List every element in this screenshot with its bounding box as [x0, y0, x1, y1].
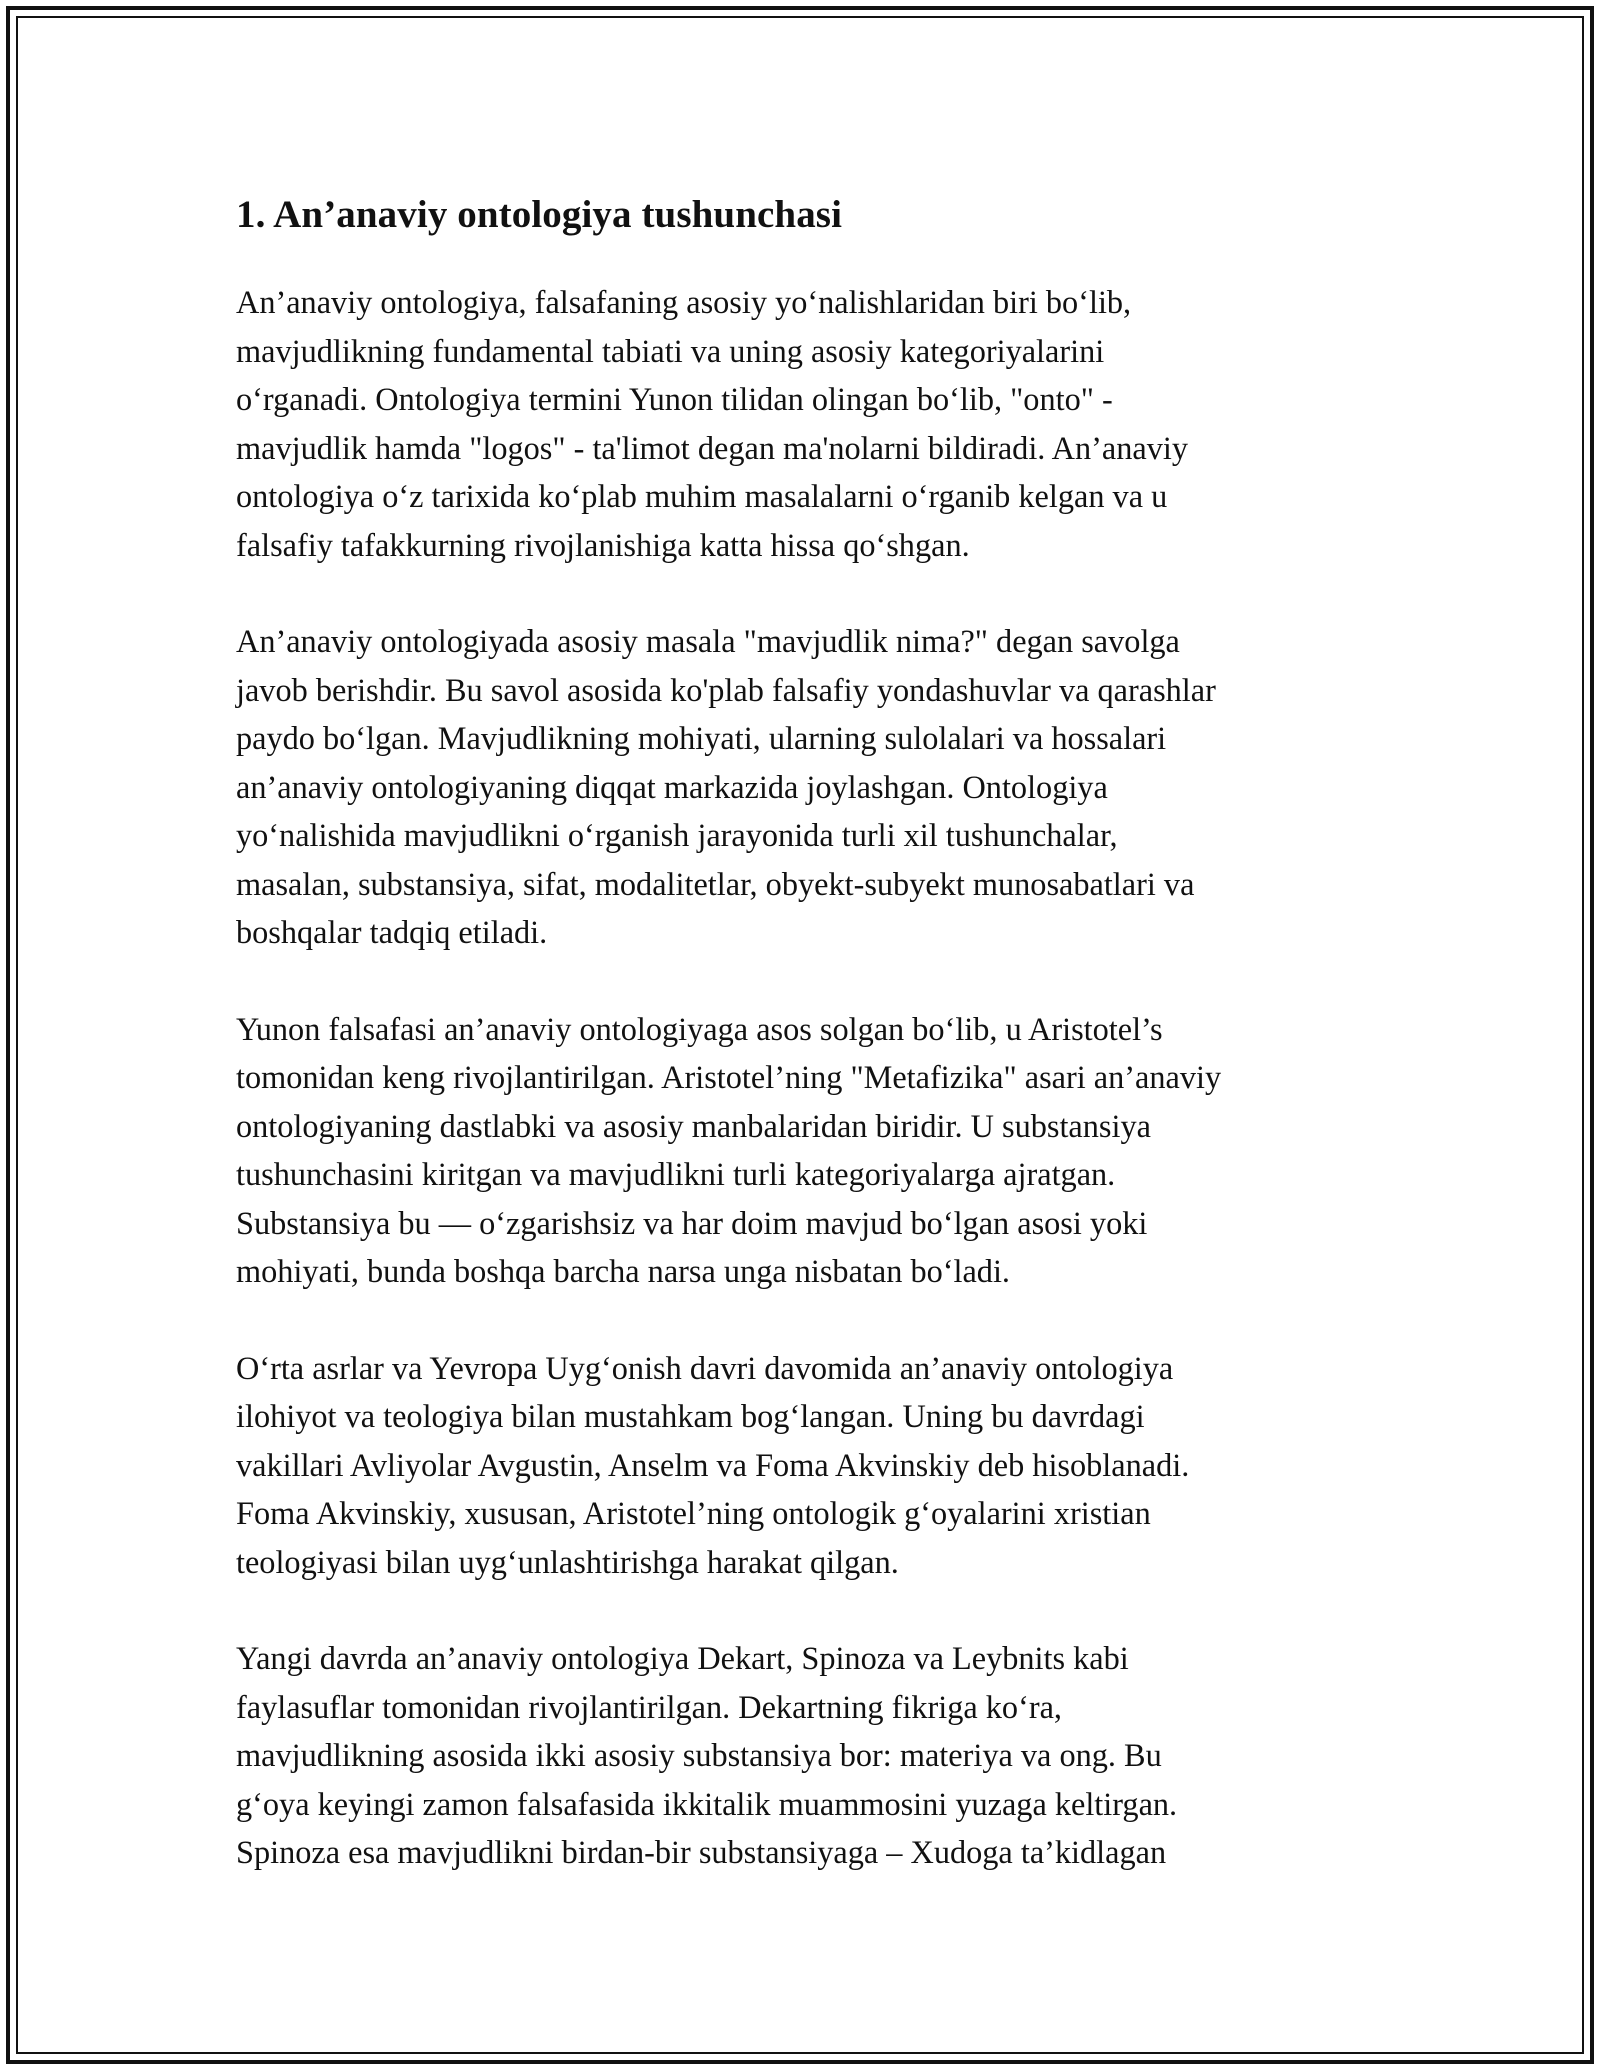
section-heading: 1. An’anaviy ontologiya tushunchasi — [236, 193, 843, 236]
paragraph-5 — [236, 1634, 1366, 1877]
paragraph-line: yo‘nalishida mavjudlikni o‘rganish jarayonida turli xil tushunchalar, — [236, 817, 1118, 853]
paragraph-line: Foma Akvinskiy, xususan, Aristotel’ning ontologik g‘oyalarini xristian — [236, 1495, 1151, 1531]
paragraph-line: boshqalar tadqiq etiladi. — [236, 914, 548, 950]
paragraph-line: vakillari Avliyolar Avgustin, Anselm va Foma Akvinskiy deb hisoblanadi. — [236, 1446, 1190, 1483]
paragraph-line: masalan, substansiya, sifat, modalitetlar, obyekt-subyekt munosabatlari va — [236, 865, 1195, 902]
paragraph-line: ontologiyaning dastlabki va asosiy manbalaridan biridir. U substansiya — [236, 1107, 1151, 1144]
paragraph-line: an’anaviy ontologiyaning diqqat markazida joylashgan. Ontologiya — [236, 768, 1108, 805]
paragraph-line: Yunon falsafasi an’anaviy ontologiyaga asos solgan bo‘lib, u Aristotel’s — [236, 1010, 1163, 1047]
paragraph-line: o‘rganadi. Ontologiya termini Yunon tilidan olingan bo‘lib, "onto" - — [236, 381, 1113, 417]
paragraph-line: faylasuflar tomonidan rivojlantirilgan. Dekartning fikriga ko‘ra, — [236, 1688, 1062, 1725]
paragraph-line: O‘rta asrlar va Yevropa Uyg‘onish davri davomida an’anaviy ontologiya — [236, 1349, 1174, 1386]
paragraph-line: mavjudlik hamda "logos" - ta'limot degan ma'nolarni bildiradi. An’anaviy — [236, 429, 1188, 466]
paragraph-line: mohiyati, bunda boshqa barcha narsa unga nisbatan bo‘ladi. — [236, 1253, 1011, 1289]
paragraph-line: ilohiyot va teologiya bilan mustahkam bog‘langan. Uning bu davrdagi — [236, 1398, 1145, 1434]
paragraph-line: g‘oya keyingi zamon falsafasida ikkitalik muammosini yuzaga keltirgan. — [236, 1785, 1178, 1822]
paragraph-line: Substansiya bu — o‘zgarishsiz va har doim mavjud bo‘lgan asosi yoki — [236, 1204, 1148, 1241]
paragraph-line: mavjudlikning fundamental tabiati va uning asosiy kategoriyalarini — [236, 332, 1105, 369]
paragraph-line: falsafiy tafakkurning rivojlanishiga katta hissa qo‘shgan. — [236, 526, 970, 563]
paragraph-1 — [236, 278, 1366, 569]
paragraph-4 — [236, 1344, 1366, 1587]
paragraph-line: An’anaviy ontologiyada asosiy masala "mavjudlik nima?" degan savolga — [236, 623, 1180, 659]
paragraph-3 — [236, 1005, 1366, 1296]
paragraph-line: Spinoza esa mavjudlikni birdan-bir substansiyaga – Xudoga ta’kidlagan — [236, 1834, 1167, 1870]
paragraph-line: Yangi davrda an’anaviy ontologiya Dekart, Spinoza va Leybnits kabi — [236, 1640, 1129, 1676]
paragraph-line: paydo bo‘lgan. Mavjudlikning mohiyati, ularning sulolalari va hossalari — [236, 720, 1167, 756]
paragraph-line: mavjudlikning asosida ikki asosiy substansiya bor: materiya va ong. Bu — [236, 1737, 1162, 1773]
paragraph-line: teologiyasi bilan uyg‘unlashtirishga harakat qilgan. — [236, 1543, 899, 1580]
paragraph-line: An’anaviy ontologiya, falsafaning asosiy yo‘nalishlaridan biri bo‘lib, — [236, 284, 1132, 320]
paragraph-line: tomonidan keng rivojlantirilgan. Aristotel’ning "Metafizika" asari an’anaviy — [236, 1059, 1222, 1095]
document-body — [236, 180, 1366, 1925]
paragraph-2 — [236, 617, 1366, 957]
paragraph-line: tushunchasini kiritgan va mavjudlikni turli kategoriyalarga ajratgan. — [236, 1156, 1116, 1192]
paragraph-line: javob berishdir. Bu savol asosida ko'plab falsafiy yondashuvlar va qarashlar — [236, 671, 1216, 708]
paragraph-line: ontologiya o‘z tarixida ko‘plab muhim masalalarni o‘rganib kelgan va u — [236, 478, 1168, 514]
